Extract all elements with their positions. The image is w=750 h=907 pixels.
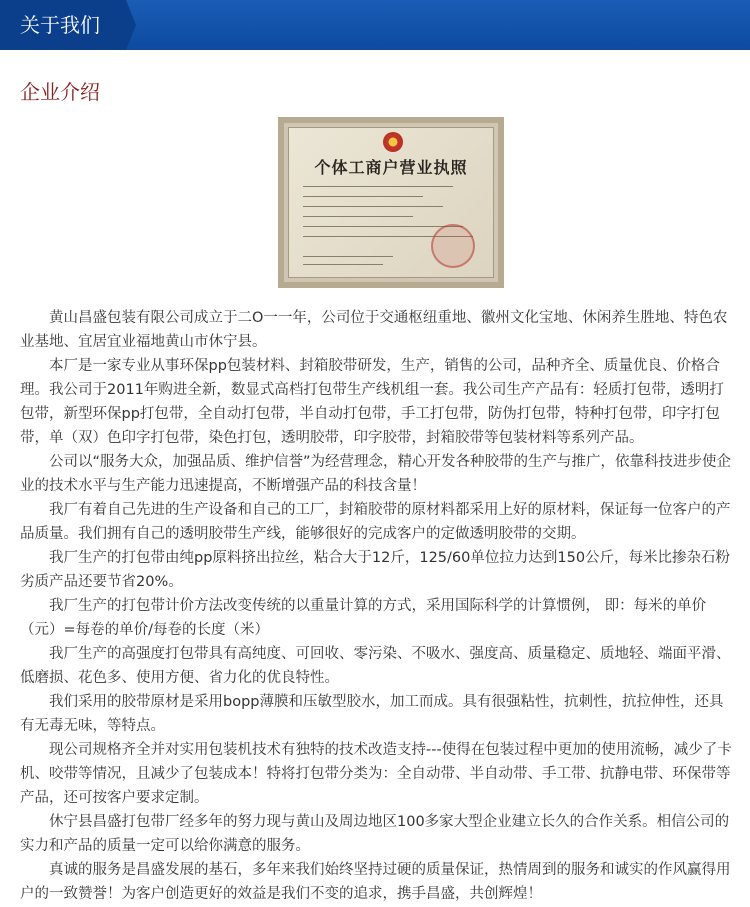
intro-paragraph: 我厂生产的高强度打包带具有高纯度、可回收、零污染、不吸水、强度高、质量稳定、质地轻、端面平滑、低磨损、花色多、使用方便、省力化的优良特性。 xyxy=(20,646,731,686)
national-emblem-icon xyxy=(383,132,403,152)
intro-paragraph: 我们采用的胶带原材是采用bopp薄膜和压敏型胶水，加工而成。具有很强粘性，抗刺性，抗拉伸性，还具有无毒无味，等特点。 xyxy=(20,694,724,734)
official-seal-icon xyxy=(431,224,475,268)
page-header xyxy=(0,0,750,50)
intro-paragraph: 公司以“服务大众，加强品质、维护信誉”为经营理念，精心开发各种胶带的生产与推广，依靠科技进步使企业的技术水平与生产能力迅速提高，不断增强产品的科技含量！ xyxy=(20,454,732,494)
intro-paragraph: 真诚的服务是昌盛发展的基石，多年来我们始终坚持过硬的质量保证，热情周到的服务和诚实的作风赢得用户的一致赞誉！为客户创造更好的效益是我们不变的追求，携手昌盛，共创辉煌！ xyxy=(20,862,731,902)
intro-paragraph: 我厂有着自己先进的生产设备和自己的工厂，封箱胶带的原材料都采用上好的原材料，保证每一位客户的产品质量。我们拥有自己的透明胶带生产线，能够很好的完成客户的定做透明胶带的交期。 xyxy=(20,502,731,542)
intro-paragraph: 我厂生产的打包带由纯pp原料挤出拉丝，粘合大于12斤，125/60单位拉力达到150公斤，每米比掺杂石粉劣质产品还要节省20%。 xyxy=(20,550,731,590)
license-title: 个体工商户营业执照 xyxy=(314,158,468,177)
intro-paragraph: 黄山昌盛包装有限公司成立于二O一一年，公司位于交通枢纽重地、徽州文化宝地、休闲养生胜地、特色农业基地、宜居宜业福地黄山市休宁县。 xyxy=(20,310,728,350)
company-introduction xyxy=(20,306,732,906)
intro-paragraph: 我厂生产的打包带计价方法改变传统的以重量计算的方式，采用国际科学的计算惯例， 即：每米的单价（元）=每卷的单价/每卷的长度（米） xyxy=(20,598,707,638)
business-license-image xyxy=(278,117,504,288)
intro-paragraph: 本厂是一家专业从事环保pp包装材料、封箱胶带研发，生产，销售的公司，品种齐全、质量优良、价格合理。我公司于2011年购进全新，数显式高档打包带生产线机组一套。我公司生产产品有：轻质打包带，透明打包带，新型环保pp打包带，全自动打包带，半自动打包带，手工打包带，防伪打包带，特种打包带，印字打包带，单（双）色印字打包带，染色打包，透明胶带，印字胶带，封箱胶带等包装材料等系列产品。 xyxy=(20,358,724,446)
section-title: 企业介绍 xyxy=(20,80,100,104)
intro-paragraph: 现公司规格齐全并对实用包装机技术有独特的技术改造支持---使得在包装过程中更加的使用流畅，减少了卡机、咬带等情况，且减少了包装成本！特将打包带分类为：全自动带、半自动带、手工带、抗静电带、环保带等产品，还可按客户要求定制。 xyxy=(20,742,732,806)
header-title: 关于我们 xyxy=(0,0,126,50)
intro-paragraph: 休宁县昌盛打包带厂经多年的努力现与黄山及周边地区100多家大型企业建立长久的合作关系。相信公司的实力和产品的质量一定可以给你满意的服务。 xyxy=(20,814,730,854)
